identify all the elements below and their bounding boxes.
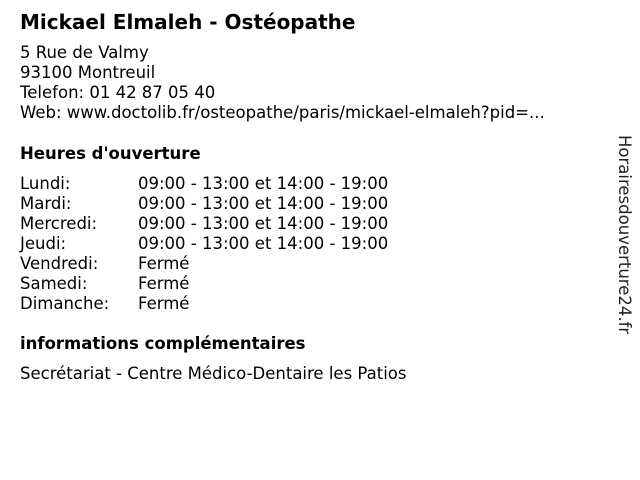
site-watermark: Horairesdouverture24.fr — [615, 135, 634, 335]
time-value: 09:00 - 13:00 et 14:00 - 19:00 — [138, 214, 389, 233]
additional-info-text: Secrétariat - Centre Médico-Dentaire les Patios — [20, 364, 407, 383]
day-label: Dimanche: — [20, 294, 110, 313]
city: 93100 Montreuil — [20, 63, 156, 82]
time-value: 09:00 - 13:00 et 14:00 - 19:00 — [138, 234, 389, 253]
address-block — [20, 43, 545, 123]
page-title: Mickael Elmaleh - Ostéopathe — [20, 10, 356, 34]
street-address: 5 Rue de Valmy — [20, 43, 149, 62]
additional-info-heading: informations complémentaires — [20, 334, 306, 353]
day-label: Mardi: — [20, 194, 72, 213]
opening-hours-heading: Heures d'ouverture — [20, 144, 201, 163]
time-value: Fermé — [138, 294, 190, 313]
phone-number: Telefon: 01 42 87 05 40 — [20, 83, 216, 102]
day-label: Vendredi: — [20, 254, 99, 273]
time-value: Fermé — [138, 254, 190, 273]
day-label: Mercredi: — [20, 214, 98, 233]
time-value: 09:00 - 13:00 et 14:00 - 19:00 — [138, 194, 389, 213]
time-value: Fermé — [138, 274, 190, 293]
website-link: Web: www.doctolib.fr/osteopathe/paris/mickael-elmaleh?pid=... — [20, 103, 545, 122]
day-label: Samedi: — [20, 274, 88, 293]
day-label: Lundi: — [20, 174, 71, 193]
day-label: Jeudi: — [20, 234, 67, 253]
time-value: 09:00 - 13:00 et 14:00 - 19:00 — [138, 174, 389, 193]
